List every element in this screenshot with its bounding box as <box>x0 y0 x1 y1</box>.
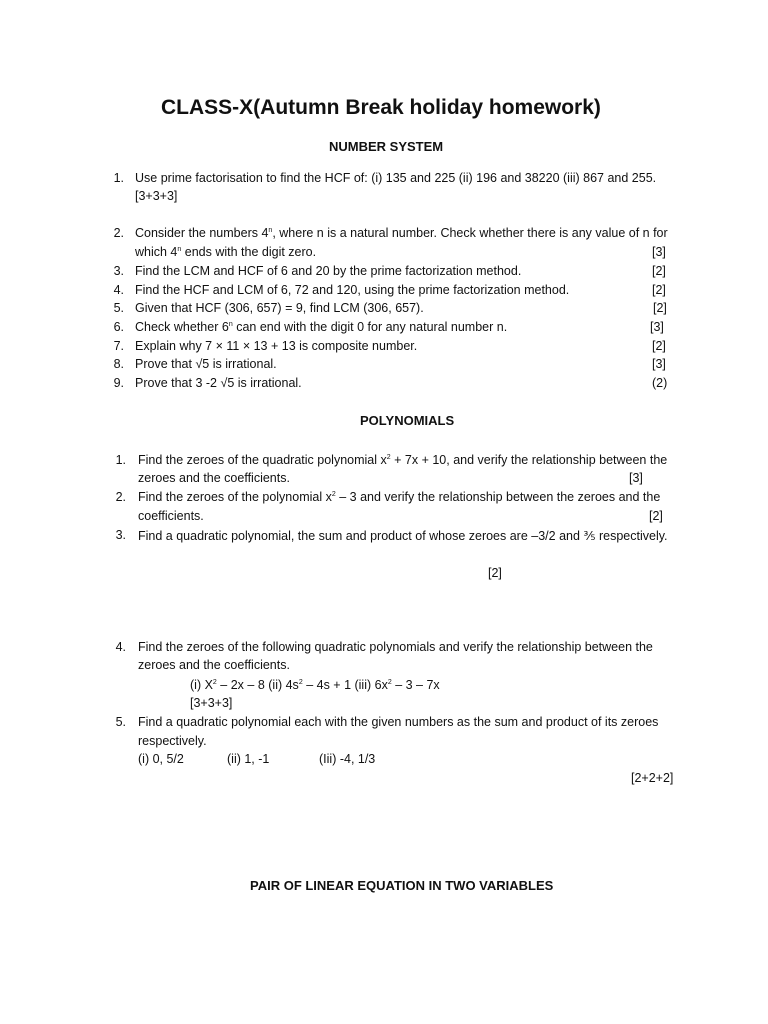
question-text: Given that HCF (306, 657) = 9, find LCM (306, 657). <box>135 301 424 315</box>
question-marks: [3] <box>650 320 664 334</box>
question-text: Find the zeroes of the polynomial $x^2 - 3$ and verify the relationship between the zeroes and the <box>138 490 661 504</box>
question-marks: [2] <box>488 566 502 580</box>
option-item: (i) 0, 5/2 <box>138 752 184 766</box>
question-marks: [3+3+3] <box>190 696 233 710</box>
option-item: (Iii) -4, 1/3 <box>319 752 376 766</box>
question-marks: [3+3+3] <box>135 189 178 203</box>
equation-list: (i) $X^2 - 2x - 8$ (ii) $4s^2 - 4s + 1$ (iii) $6x^2 - 3 - 7x$ <box>190 678 440 692</box>
question-marks: [3] <box>629 471 643 485</box>
question-marks: [2] <box>649 509 663 523</box>
section-heading-number-system: NUMBER SYSTEM <box>329 139 444 154</box>
question-number: 1. <box>113 171 124 185</box>
question-text: Find the zeroes of the following quadratic polynomials and verify the relationship between the <box>138 640 653 654</box>
question-marks: (2) <box>652 376 668 390</box>
question-number: 2. <box>115 490 126 504</box>
question-number: 5. <box>115 715 126 729</box>
question-number: 9. <box>113 376 124 390</box>
question-text: Prove that 3 -2 √5 is irrational. <box>135 376 302 390</box>
question-text: coefficients. <box>138 509 204 523</box>
question-marks: [2] <box>653 301 667 315</box>
question-text: Use prime factorisation to find the HCF of: (i) 135 and 225 (ii) 196 and 38220 (iii) 867 and 255. <box>135 171 657 185</box>
question-text: Explain why 7 × 11 × 13 + 13 is composite number. <box>135 339 418 353</box>
question-marks: [2+2+2] <box>631 771 674 785</box>
question-marks: [3] <box>652 357 666 371</box>
question-text: Find a quadratic polynomial each with the given numbers as the sum and product of its zeroes <box>138 715 659 729</box>
question-number: 8. <box>113 357 124 371</box>
question-text: Find the zeroes of the quadratic polynomial $x^2 + 7x + 10$, and verify the relationship between the <box>138 453 668 467</box>
question-number: 3. <box>115 528 126 542</box>
question-number: 5. <box>113 301 124 315</box>
question-text: zeroes and the coefficients. <box>138 658 290 672</box>
question-number: 7. <box>113 339 124 353</box>
question-text: Find the LCM and HCF of 6 and 20 by the prime factorization method. <box>135 264 522 278</box>
question-number: 4. <box>115 640 126 654</box>
question-text: Check whether 6$^n$ can end with the digit 0 for any natural number n. <box>135 320 508 334</box>
question-number: 6. <box>113 320 124 334</box>
question-number: 1. <box>115 453 126 467</box>
question-number: 3. <box>113 264 124 278</box>
question-text: which 4$^n$ ends with the digit zero. <box>135 245 317 259</box>
page-title: CLASS-X(Autumn Break holiday homework) <box>161 96 601 119</box>
question-number: 4. <box>113 283 124 297</box>
question-text: Consider the numbers 4$^n$, where n is a natural number. Check whether there is any value of n for <box>135 226 668 240</box>
question-text: respectively. <box>138 734 207 748</box>
section-heading-polynomials: POLYNOMIALS <box>360 413 455 428</box>
question-marks: [2] <box>652 264 666 278</box>
question-number: 2. <box>113 226 124 240</box>
option-item: (ii) 1, -1 <box>227 752 270 766</box>
question-text: Prove that √5 is irrational. <box>135 357 277 371</box>
question-marks: [2] <box>652 283 666 297</box>
question-text: zeroes and the coefficients. <box>138 471 290 485</box>
question-marks: [2] <box>652 339 666 353</box>
question-text: Find a quadratic polynomial, the sum and product of whose zeroes are –3/2 and ⅗ respectively. <box>138 529 668 543</box>
question-marks: [3] <box>652 245 666 259</box>
question-text: Find the HCF and LCM of 6, 72 and 120, using the prime factorization method. <box>135 283 570 297</box>
section-heading-linear-equations: PAIR OF LINEAR EQUATION IN TWO VARIABLES <box>250 878 554 893</box>
